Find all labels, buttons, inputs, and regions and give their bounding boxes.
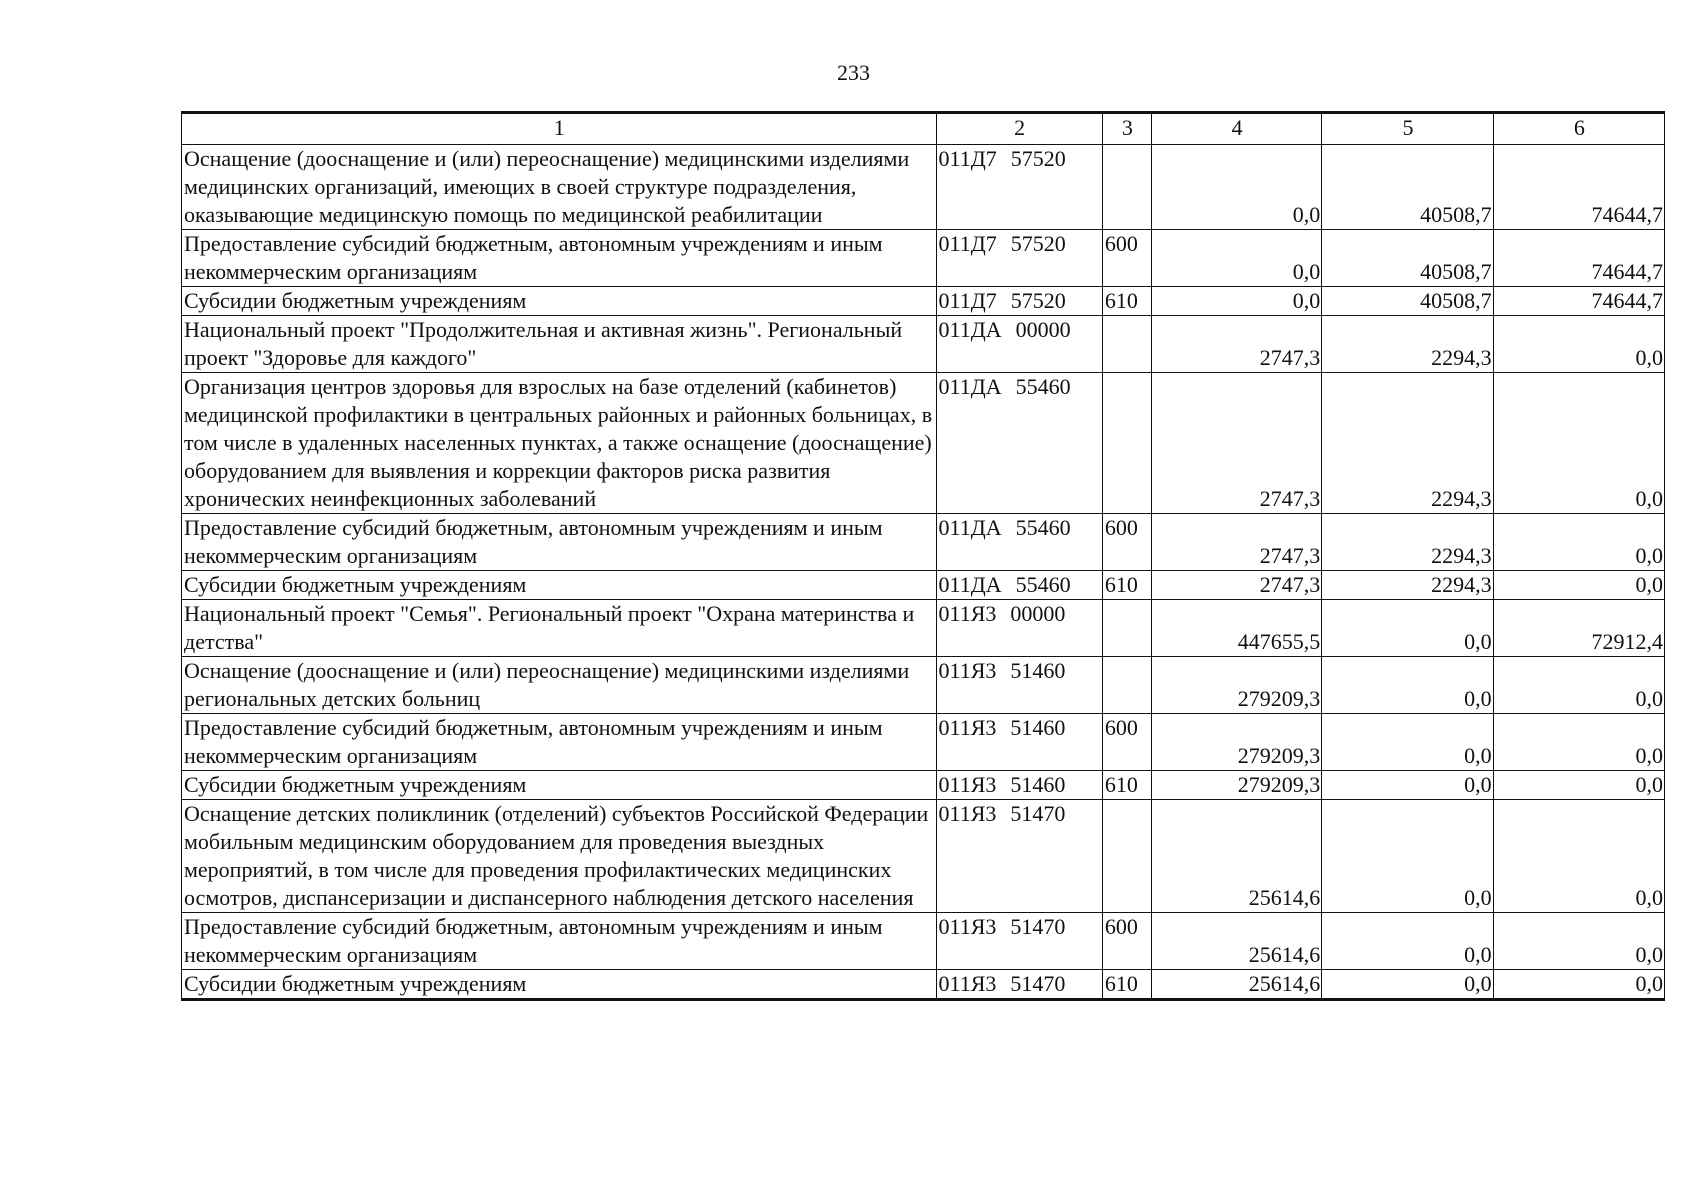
cell-value-6: 0,0: [1493, 373, 1664, 514]
table-row: [182, 714, 1665, 771]
code-program: 011Я3: [938, 801, 997, 826]
code-program: 011ДА: [938, 572, 1002, 597]
cell-name: Предоставление субсидий бюджетным, автономным учреждениям и иным некоммерческим организациям: [182, 230, 937, 287]
cell-name: Предоставление субсидий бюджетным, автономным учреждениям и иным некоммерческим организациям: [182, 714, 937, 771]
cell-name: Национальный проект "Семья". Региональный проект "Охрана материнства и детства": [182, 600, 937, 657]
code-direction: 51460: [1010, 772, 1066, 797]
cell-value-5: 2294,3: [1322, 373, 1493, 514]
code-direction: 51470: [1010, 914, 1066, 939]
cell-value-5: 0,0: [1322, 600, 1493, 657]
cell-value-6: 0,0: [1493, 514, 1664, 571]
cell-expense-type: 600: [1102, 714, 1151, 771]
cell-expense-type: [1102, 800, 1151, 913]
cell-code: [936, 600, 1102, 657]
table-row: [182, 800, 1665, 913]
code-direction: 51470: [1010, 971, 1066, 996]
code-direction: 00000: [1015, 317, 1071, 342]
table-row: [182, 771, 1665, 800]
cell-value-6: 0,0: [1493, 771, 1664, 800]
cell-value-5: 0,0: [1322, 970, 1493, 1000]
cell-name: Предоставление субсидий бюджетным, автономным учреждениям и иным некоммерческим организациям: [182, 514, 937, 571]
cell-code: [936, 771, 1102, 800]
table-row: [182, 145, 1665, 230]
code-program: 011Д7: [938, 231, 997, 256]
cell-code: [936, 287, 1102, 316]
cell-code: [936, 970, 1102, 1000]
cell-value-6: 74644,7: [1493, 230, 1664, 287]
table-row: [182, 373, 1665, 514]
cell-value-4: 447655,5: [1151, 600, 1321, 657]
cell-expense-type: 610: [1102, 571, 1151, 600]
code-direction: 57520: [1010, 231, 1066, 256]
table-row: [182, 230, 1665, 287]
table-row: [182, 600, 1665, 657]
cell-value-5: 0,0: [1322, 913, 1493, 970]
code-direction: 55460: [1015, 572, 1071, 597]
cell-value-5: 2294,3: [1322, 571, 1493, 600]
cell-code: [936, 230, 1102, 287]
code-direction: 57520: [1010, 288, 1066, 313]
cell-expense-type: [1102, 600, 1151, 657]
table-row: [182, 657, 1665, 714]
cell-value-4: 2747,3: [1151, 373, 1321, 514]
cell-expense-type: [1102, 145, 1151, 230]
code-direction: 51460: [1010, 715, 1066, 740]
cell-value-4: 25614,6: [1151, 913, 1321, 970]
cell-code: [936, 145, 1102, 230]
cell-value-6: 0,0: [1493, 800, 1664, 913]
code-program: 011Я3: [938, 772, 997, 797]
cell-expense-type: 610: [1102, 970, 1151, 1000]
cell-value-5: 0,0: [1322, 771, 1493, 800]
code-direction: 55460: [1015, 374, 1071, 399]
cell-code: [936, 913, 1102, 970]
cell-expense-type: 610: [1102, 287, 1151, 316]
cell-expense-type: 610: [1102, 771, 1151, 800]
cell-value-6: 72912,4: [1493, 600, 1664, 657]
column-header-3: 3: [1102, 113, 1151, 145]
cell-value-5: 40508,7: [1322, 230, 1493, 287]
cell-value-4: 2747,3: [1151, 571, 1321, 600]
cell-value-5: 2294,3: [1322, 316, 1493, 373]
code-direction: 00000: [1010, 601, 1066, 626]
code-program: 011Я3: [938, 658, 997, 683]
code-direction: 57520: [1010, 146, 1066, 171]
cell-value-6: 74644,7: [1493, 145, 1664, 230]
column-header-5: 5: [1322, 113, 1493, 145]
cell-name: Оснащение (дооснащение и (или) переоснащение) медицинскими изделиями региональных детских больниц: [182, 657, 937, 714]
cell-value-5: 40508,7: [1322, 287, 1493, 316]
cell-name: Субсидии бюджетным учреждениям: [182, 771, 937, 800]
cell-name: Субсидии бюджетным учреждениям: [182, 571, 937, 600]
table-row: [182, 970, 1665, 1000]
cell-value-6: 0,0: [1493, 714, 1664, 771]
cell-name: Оснащение детских поликлиник (отделений) субъектов Российской Федерации мобильным медицинским оборудованием для проведения выездных мероприятий, в том числе для проведения профилактических медицинских осмотров, диспансеризации и диспансерного наблюдения детского населения: [182, 800, 937, 913]
cell-value-5: 2294,3: [1322, 514, 1493, 571]
cell-name: Национальный проект "Продолжительная и активная жизнь". Региональный проект "Здоровье для каждого": [182, 316, 937, 373]
table-row: [182, 316, 1665, 373]
code-program: 011Д7: [938, 288, 997, 313]
cell-value-4: 2747,3: [1151, 514, 1321, 571]
table-row: [182, 287, 1665, 316]
cell-value-4: 0,0: [1151, 287, 1321, 316]
code-program: 011Я3: [938, 971, 997, 996]
code-program: 011Я3: [938, 914, 997, 939]
cell-expense-type: [1102, 657, 1151, 714]
cell-expense-type: 600: [1102, 230, 1151, 287]
cell-code: [936, 714, 1102, 771]
code-direction: 51470: [1010, 801, 1066, 826]
table-row: [182, 913, 1665, 970]
cell-code: [936, 514, 1102, 571]
cell-value-4: 279209,3: [1151, 714, 1321, 771]
cell-expense-type: 600: [1102, 514, 1151, 571]
code-program: 011ДА: [938, 515, 1002, 540]
code-program: 011Я3: [938, 601, 997, 626]
cell-name: Субсидии бюджетным учреждениям: [182, 970, 937, 1000]
code-direction: 55460: [1015, 515, 1071, 540]
code-program: 011ДА: [938, 317, 1002, 342]
cell-name: Организация центров здоровья для взрослых на базе отделений (кабинетов) медицинской профилактики в центральных районных и районных больницах, в том числе в удаленных населенных пунктах, а также оснащение (дооснащение) оборудованием для выявления и коррекции факторов риска развития хронических неинфекционных заболеваний: [182, 373, 937, 514]
cell-value-6: 0,0: [1493, 316, 1664, 373]
cell-value-6: 0,0: [1493, 571, 1664, 600]
table-body: [182, 145, 1665, 1000]
table-row: [182, 514, 1665, 571]
cell-value-5: 40508,7: [1322, 145, 1493, 230]
column-header-4: 4: [1151, 113, 1321, 145]
cell-value-5: 0,0: [1322, 657, 1493, 714]
cell-code: [936, 316, 1102, 373]
cell-value-4: 0,0: [1151, 230, 1321, 287]
cell-code: [936, 571, 1102, 600]
cell-value-6: 0,0: [1493, 913, 1664, 970]
column-header-1: 1: [182, 113, 937, 145]
cell-expense-type: [1102, 316, 1151, 373]
cell-value-4: 25614,6: [1151, 970, 1321, 1000]
cell-value-6: 74644,7: [1493, 287, 1664, 316]
code-program: 011ДА: [938, 374, 1002, 399]
code-program: 011Д7: [938, 146, 997, 171]
cell-expense-type: 600: [1102, 913, 1151, 970]
header-row: [182, 113, 1665, 145]
cell-value-5: 0,0: [1322, 714, 1493, 771]
cell-name: Субсидии бюджетным учреждениям: [182, 287, 937, 316]
cell-value-6: 0,0: [1493, 657, 1664, 714]
cell-value-4: 2747,3: [1151, 316, 1321, 373]
code-program: 011Я3: [938, 715, 997, 740]
cell-value-4: 279209,3: [1151, 657, 1321, 714]
code-direction: 51460: [1010, 658, 1066, 683]
page-number: 233: [837, 60, 870, 85]
cell-value-4: 25614,6: [1151, 800, 1321, 913]
cell-value-6: 0,0: [1493, 970, 1664, 1000]
cell-value-4: 0,0: [1151, 145, 1321, 230]
budget-table: [181, 111, 1665, 1001]
cell-name: Предоставление субсидий бюджетным, автономным учреждениям и иным некоммерческим организациям: [182, 913, 937, 970]
cell-code: [936, 800, 1102, 913]
column-header-6: 6: [1493, 113, 1664, 145]
table-row: [182, 571, 1665, 600]
cell-value-4: 279209,3: [1151, 771, 1321, 800]
cell-name: Оснащение (дооснащение и (или) переоснащение) медицинскими изделиями медицинских организаций, имеющих в своей структуре подразделения, оказывающие медицинскую помощь по медицинской реабилитации: [182, 145, 937, 230]
column-header-2: 2: [936, 113, 1102, 145]
cell-expense-type: [1102, 373, 1151, 514]
cell-code: [936, 373, 1102, 514]
cell-code: [936, 657, 1102, 714]
cell-value-5: 0,0: [1322, 800, 1493, 913]
